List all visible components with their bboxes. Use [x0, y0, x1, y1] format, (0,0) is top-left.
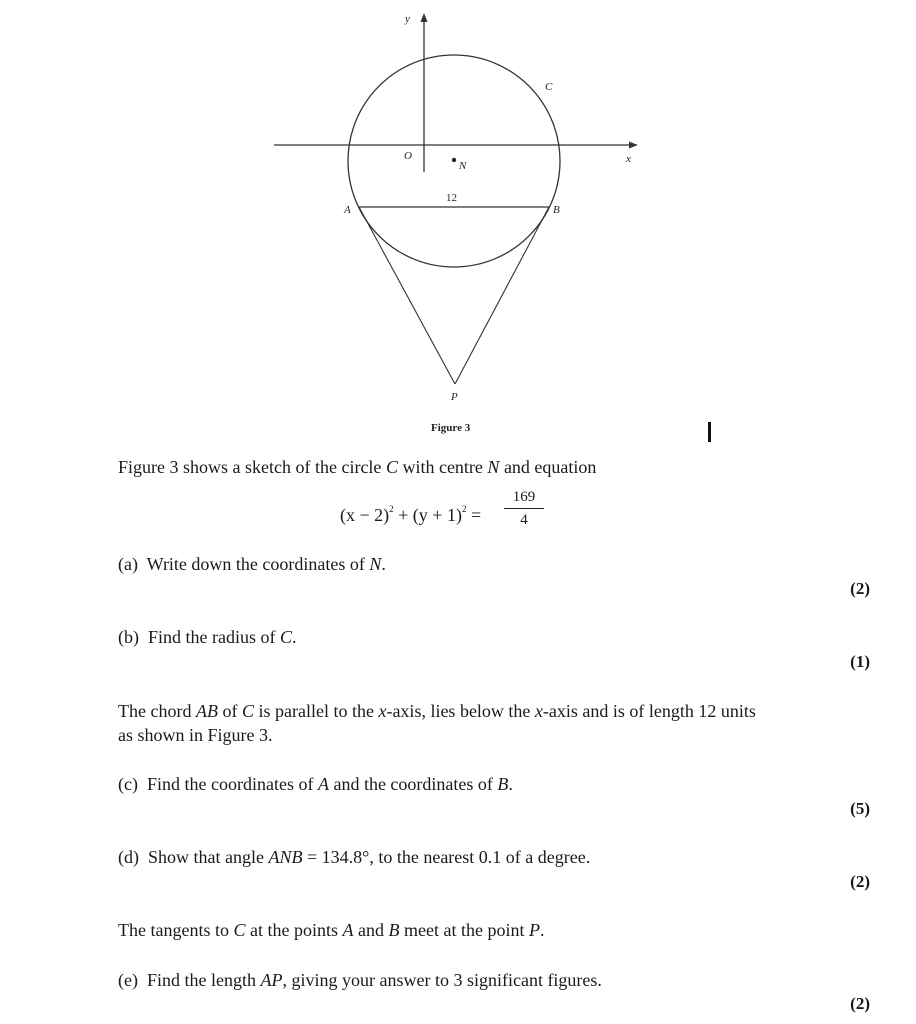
centre-point	[452, 158, 456, 162]
y-axis-arrow	[421, 13, 428, 22]
text-cursor	[708, 422, 711, 442]
question-d: (d) Show that angle ANB = 134.8°, to the nearest 0.1 of a degree.	[118, 847, 591, 867]
marks-b: (1)	[850, 652, 870, 671]
point-p-label: P	[451, 391, 458, 403]
point-b-label: B	[553, 204, 560, 216]
tangent-ap	[359, 207, 455, 384]
centre-label: N	[459, 160, 467, 172]
circle-diagram	[0, 0, 916, 440]
circle-label: C	[545, 81, 553, 93]
question-c: (c) Find the coordinates of A and the coordinates of B.	[118, 774, 513, 794]
question-e: (e) Find the length AP, giving your answer to 3 significant figures.	[118, 970, 602, 990]
chord-paragraph-line2: as shown in Figure 3.	[118, 725, 273, 745]
origin-label: O	[404, 150, 412, 162]
point-a-label: A	[344, 204, 351, 216]
y-axis-label: y	[405, 13, 410, 25]
tangent-bp	[455, 207, 549, 384]
marks-c: (5)	[850, 799, 870, 818]
intro-text: Figure 3 shows a sketch of the circle C with centre N and equation	[118, 457, 597, 477]
figure-caption: Figure 3	[431, 422, 471, 434]
figure-3	[0, 0, 916, 440]
marks-d: (2)	[850, 872, 870, 891]
question-a: (a) Write down the coordinates of N.	[118, 554, 386, 574]
x-axis-label: x	[626, 153, 631, 165]
tangent-paragraph: The tangents to C at the points A and B meet at the point P.	[118, 920, 545, 940]
x-axis-arrow	[629, 142, 638, 149]
marks-e: (2)	[850, 994, 870, 1013]
question-b: (b) Find the radius of C.	[118, 627, 297, 647]
marks-a: (2)	[850, 579, 870, 598]
chord-paragraph-line1: The chord AB of C is parallel to the x-axis, lies below the x-axis and is of length 12 units	[118, 701, 756, 721]
chord-length-label: 12	[446, 192, 457, 204]
equation-fraction: 169 4	[504, 488, 544, 529]
